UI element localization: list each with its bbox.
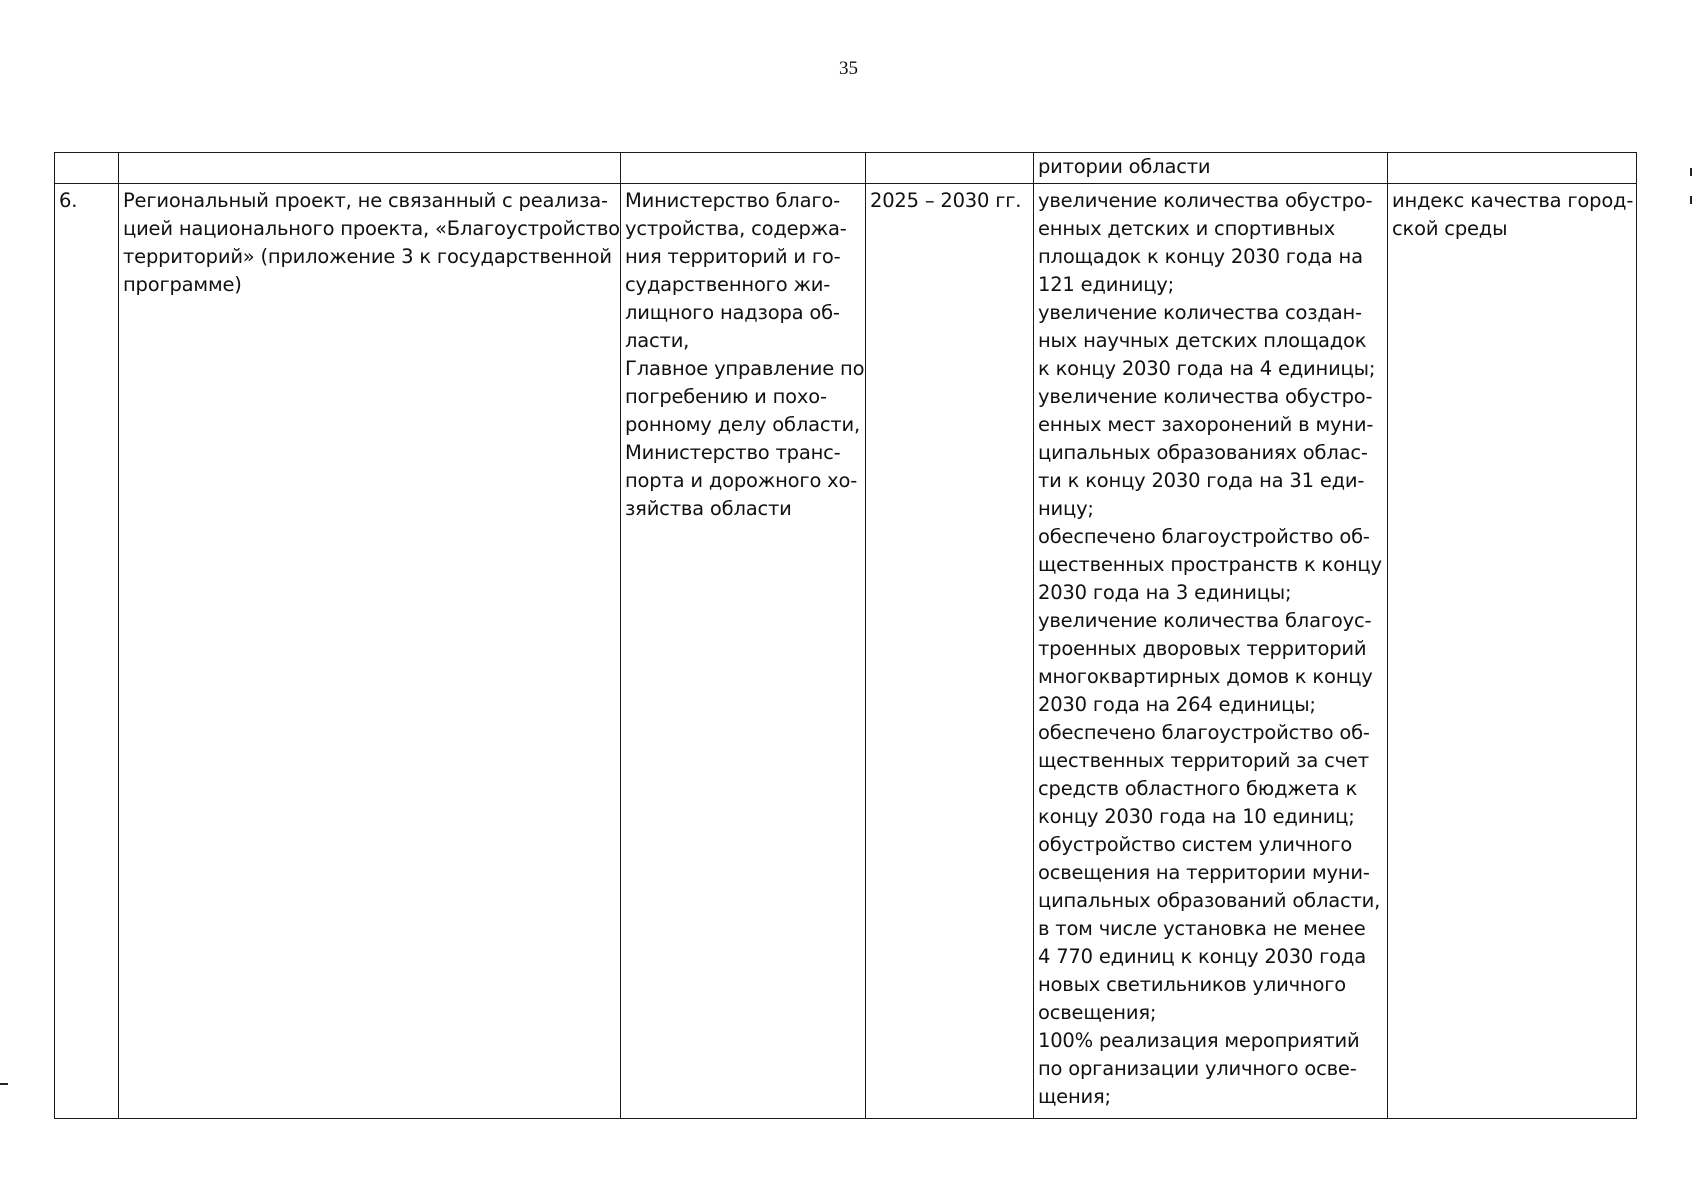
cont-cell-responsible (621, 153, 866, 184)
scan-mark-right-top (1690, 168, 1692, 176)
result-line: 2030 года на 3 единицы; (1038, 581, 1292, 604)
scan-mark-left (0, 1083, 8, 1085)
result-line: новых светильников уличного (1038, 973, 1346, 996)
result-line: в том числе установка не менее (1038, 917, 1366, 940)
indicator-cell (1388, 184, 1637, 1119)
cont-cell-results: ритории области (1034, 153, 1388, 184)
result-line: щественных пространств к концу (1038, 553, 1382, 576)
responsible-line: сударственного жи- (625, 273, 831, 296)
program-table (54, 152, 1637, 1119)
project-name-line: программе) (123, 273, 242, 296)
result-line: ти к концу 2030 года на 31 еди- (1038, 469, 1365, 492)
result-line: ципальных образованиях облас- (1038, 441, 1368, 464)
result-line: ных научных детских площадок (1038, 329, 1367, 352)
result-line: освещения на территории муни- (1038, 861, 1370, 884)
project-name-line: цией национального проекта, «Благоустройство (123, 217, 620, 240)
result-line: ципальных образований области, (1038, 889, 1381, 912)
project-name-line: территорий» (приложение 3 к государственной (123, 245, 612, 268)
result-line: ницу; (1038, 497, 1094, 520)
project-name-cell (119, 184, 621, 1119)
result-line: концу 2030 года на 10 единиц; (1038, 805, 1355, 828)
cont-cell-number (55, 153, 119, 184)
result-line: щения; (1038, 1085, 1111, 1108)
result-line: щественных территорий за счет (1038, 749, 1369, 772)
result-line: 100% реализация мероприятий (1038, 1029, 1360, 1052)
result-line: средств областного бюджета к (1038, 777, 1358, 800)
result-line: увеличение количества создан- (1038, 301, 1362, 324)
result-line: многоквартирных домов к концу (1038, 665, 1373, 688)
result-line: енных мест захоронений в муни- (1038, 413, 1374, 436)
responsible-line: ронному делу области, (625, 413, 860, 436)
responsible-line: Главное управление по (625, 357, 865, 380)
result-line: увеличение количества обустро- (1038, 385, 1373, 408)
responsible-line: погребению и похо- (625, 385, 827, 408)
result-line: 4 770 единиц к концу 2030 года (1038, 945, 1366, 968)
project-name-line: Региональный проект, не связанный с реализа- (123, 189, 608, 212)
results-cell (1034, 184, 1388, 1119)
cont-cell-period (866, 153, 1034, 184)
page-number: 35 (839, 58, 858, 79)
scan-mark-right (1690, 196, 1692, 204)
cont-cell-name (119, 153, 621, 184)
responsible-cell (621, 184, 866, 1119)
result-line: обустройство систем уличного (1038, 833, 1353, 856)
continuation-row (55, 153, 1637, 184)
result-line: площадок к концу 2030 года на (1038, 245, 1363, 268)
responsible-line: ласти, (625, 329, 690, 352)
responsible-line: Министерство благо- (625, 189, 840, 212)
cont-cell-indicator (1388, 153, 1637, 184)
result-line: обеспечено благоустройство об- (1038, 721, 1370, 744)
indicator-line: ской среды (1392, 217, 1508, 240)
responsible-line: лищного надзора об- (625, 301, 840, 324)
result-line: енных детских и спортивных (1038, 217, 1336, 240)
result-line: увеличение количества обустро- (1038, 189, 1373, 212)
result-line: 2030 года на 264 единицы; (1038, 693, 1316, 716)
table-row (55, 184, 1637, 1119)
result-line: освещения; (1038, 1001, 1157, 1024)
result-line: к концу 2030 года на 4 единицы; (1038, 357, 1376, 380)
result-line: увеличение количества благоус- (1038, 609, 1372, 632)
indicator-line: индекс качества город- (1392, 189, 1634, 212)
result-line: обеспечено благоустройство об- (1038, 525, 1370, 548)
responsible-line: устройства, содержа- (625, 217, 847, 240)
result-line: троенных дворовых территорий (1038, 637, 1367, 660)
period-cell: 2025 – 2030 гг. (866, 184, 1034, 1119)
result-line: по организации уличного осве- (1038, 1057, 1357, 1080)
responsible-line: порта и дорожного хо- (625, 469, 858, 492)
responsible-line: ния территорий и го- (625, 245, 841, 268)
responsible-line: Министерство транс- (625, 441, 841, 464)
row-number: 6. (55, 184, 119, 1119)
result-line: 121 единицу; (1038, 273, 1174, 296)
responsible-line: зяйства области (625, 497, 792, 520)
